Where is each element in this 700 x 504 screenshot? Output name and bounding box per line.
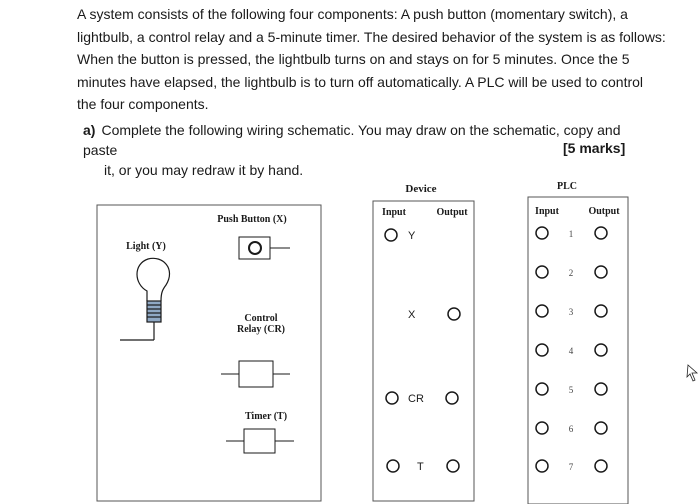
plc-output-terminal[interactable] — [595, 422, 607, 434]
plc-terminal-number: 2 — [568, 268, 574, 278]
plc-row — [536, 460, 607, 472]
plc-terminal-number: 1 — [568, 229, 574, 239]
plc-terminal-number: 3 — [568, 307, 574, 317]
plc-input-terminal[interactable] — [536, 227, 548, 239]
question-line: lightbulb, a control relay and a 5-minute timer. The desired behavior of the system is as follows: — [77, 28, 666, 45]
plc-output-terminal[interactable] — [595, 227, 607, 239]
part-a-label: a) — [83, 122, 96, 138]
part-a-text: Complete the following wiring schematic. You may draw on the schematic, copy and paste — [83, 122, 621, 158]
plc-output-terminal[interactable] — [595, 460, 607, 472]
marks-label: [5 marks] — [563, 140, 626, 156]
question-line: the four components. — [77, 96, 209, 112]
plc-panel — [528, 197, 628, 504]
plc-terminal-number: 7 — [568, 462, 574, 472]
light-label: Light (Y) — [126, 241, 166, 252]
device-t-input-terminal[interactable] — [387, 460, 399, 472]
device-y-input-terminal[interactable] — [385, 229, 397, 241]
timer-label: Timer (T) — [244, 411, 288, 422]
device-title: Device — [405, 183, 437, 195]
device-cr-input-terminal[interactable] — [386, 392, 398, 404]
plc-input-terminal[interactable] — [536, 344, 548, 356]
plc-terminal-number: 5 — [568, 385, 574, 395]
plc-output-header: Output — [588, 206, 620, 217]
question-line: When the button is pressed, the lightbulb turns on and stays on for 5 minutes. Once the 5 — [77, 51, 630, 67]
plc-row — [536, 383, 607, 395]
timer-symbol — [226, 429, 294, 453]
plc-output-terminal[interactable] — [595, 383, 607, 395]
device-x-output-terminal[interactable] — [448, 308, 460, 320]
part-a-line-2: it, or you may redraw it by hand. — [104, 162, 304, 178]
plc-input-terminal[interactable] — [536, 383, 548, 395]
device-output-header: Output — [436, 207, 468, 218]
mouse-cursor-icon — [687, 365, 697, 381]
control-relay-symbol — [221, 361, 290, 387]
device-row-label: T — [417, 461, 424, 473]
plc-terminal-number: 6 — [568, 424, 574, 434]
control-relay-label: Relay (CR) — [236, 324, 286, 335]
plc-row — [536, 422, 607, 434]
plc-input-header: Input — [535, 206, 559, 217]
plc-input-terminal[interactable] — [536, 305, 548, 317]
plc-row — [536, 305, 607, 317]
plc-row — [536, 344, 607, 356]
plc-output-terminal[interactable] — [595, 305, 607, 317]
device-t-output-terminal[interactable] — [447, 460, 459, 472]
question-line: A system consists of the following four components: A push button (momentary switch), a — [77, 6, 628, 22]
lightbulb-symbol — [120, 258, 170, 340]
question-line: minutes have elapsed, the lightbulb is to turn off automatically. A PLC will be used to control — [77, 73, 644, 90]
push-button-label: Push Button (X) — [217, 214, 287, 225]
control-relay-label: Control — [244, 313, 278, 324]
plc-input-terminal[interactable] — [536, 266, 548, 278]
plc-terminal-number: 4 — [568, 346, 574, 356]
plc-input-terminal[interactable] — [536, 422, 548, 434]
plc-row — [536, 227, 607, 239]
device-panel — [373, 201, 474, 501]
device-row-label: X — [408, 309, 416, 321]
plc-input-terminal[interactable] — [536, 460, 548, 472]
device-input-header: Input — [382, 207, 406, 218]
plc-output-terminal[interactable] — [595, 266, 607, 278]
plc-output-terminal[interactable] — [595, 344, 607, 356]
push-button-symbol — [239, 237, 290, 259]
device-cr-output-terminal[interactable] — [446, 392, 458, 404]
device-row-label: CR — [408, 393, 424, 405]
device-row-label: Y — [408, 230, 416, 242]
plc-row — [536, 266, 607, 278]
plc-title: PLC — [557, 181, 577, 192]
